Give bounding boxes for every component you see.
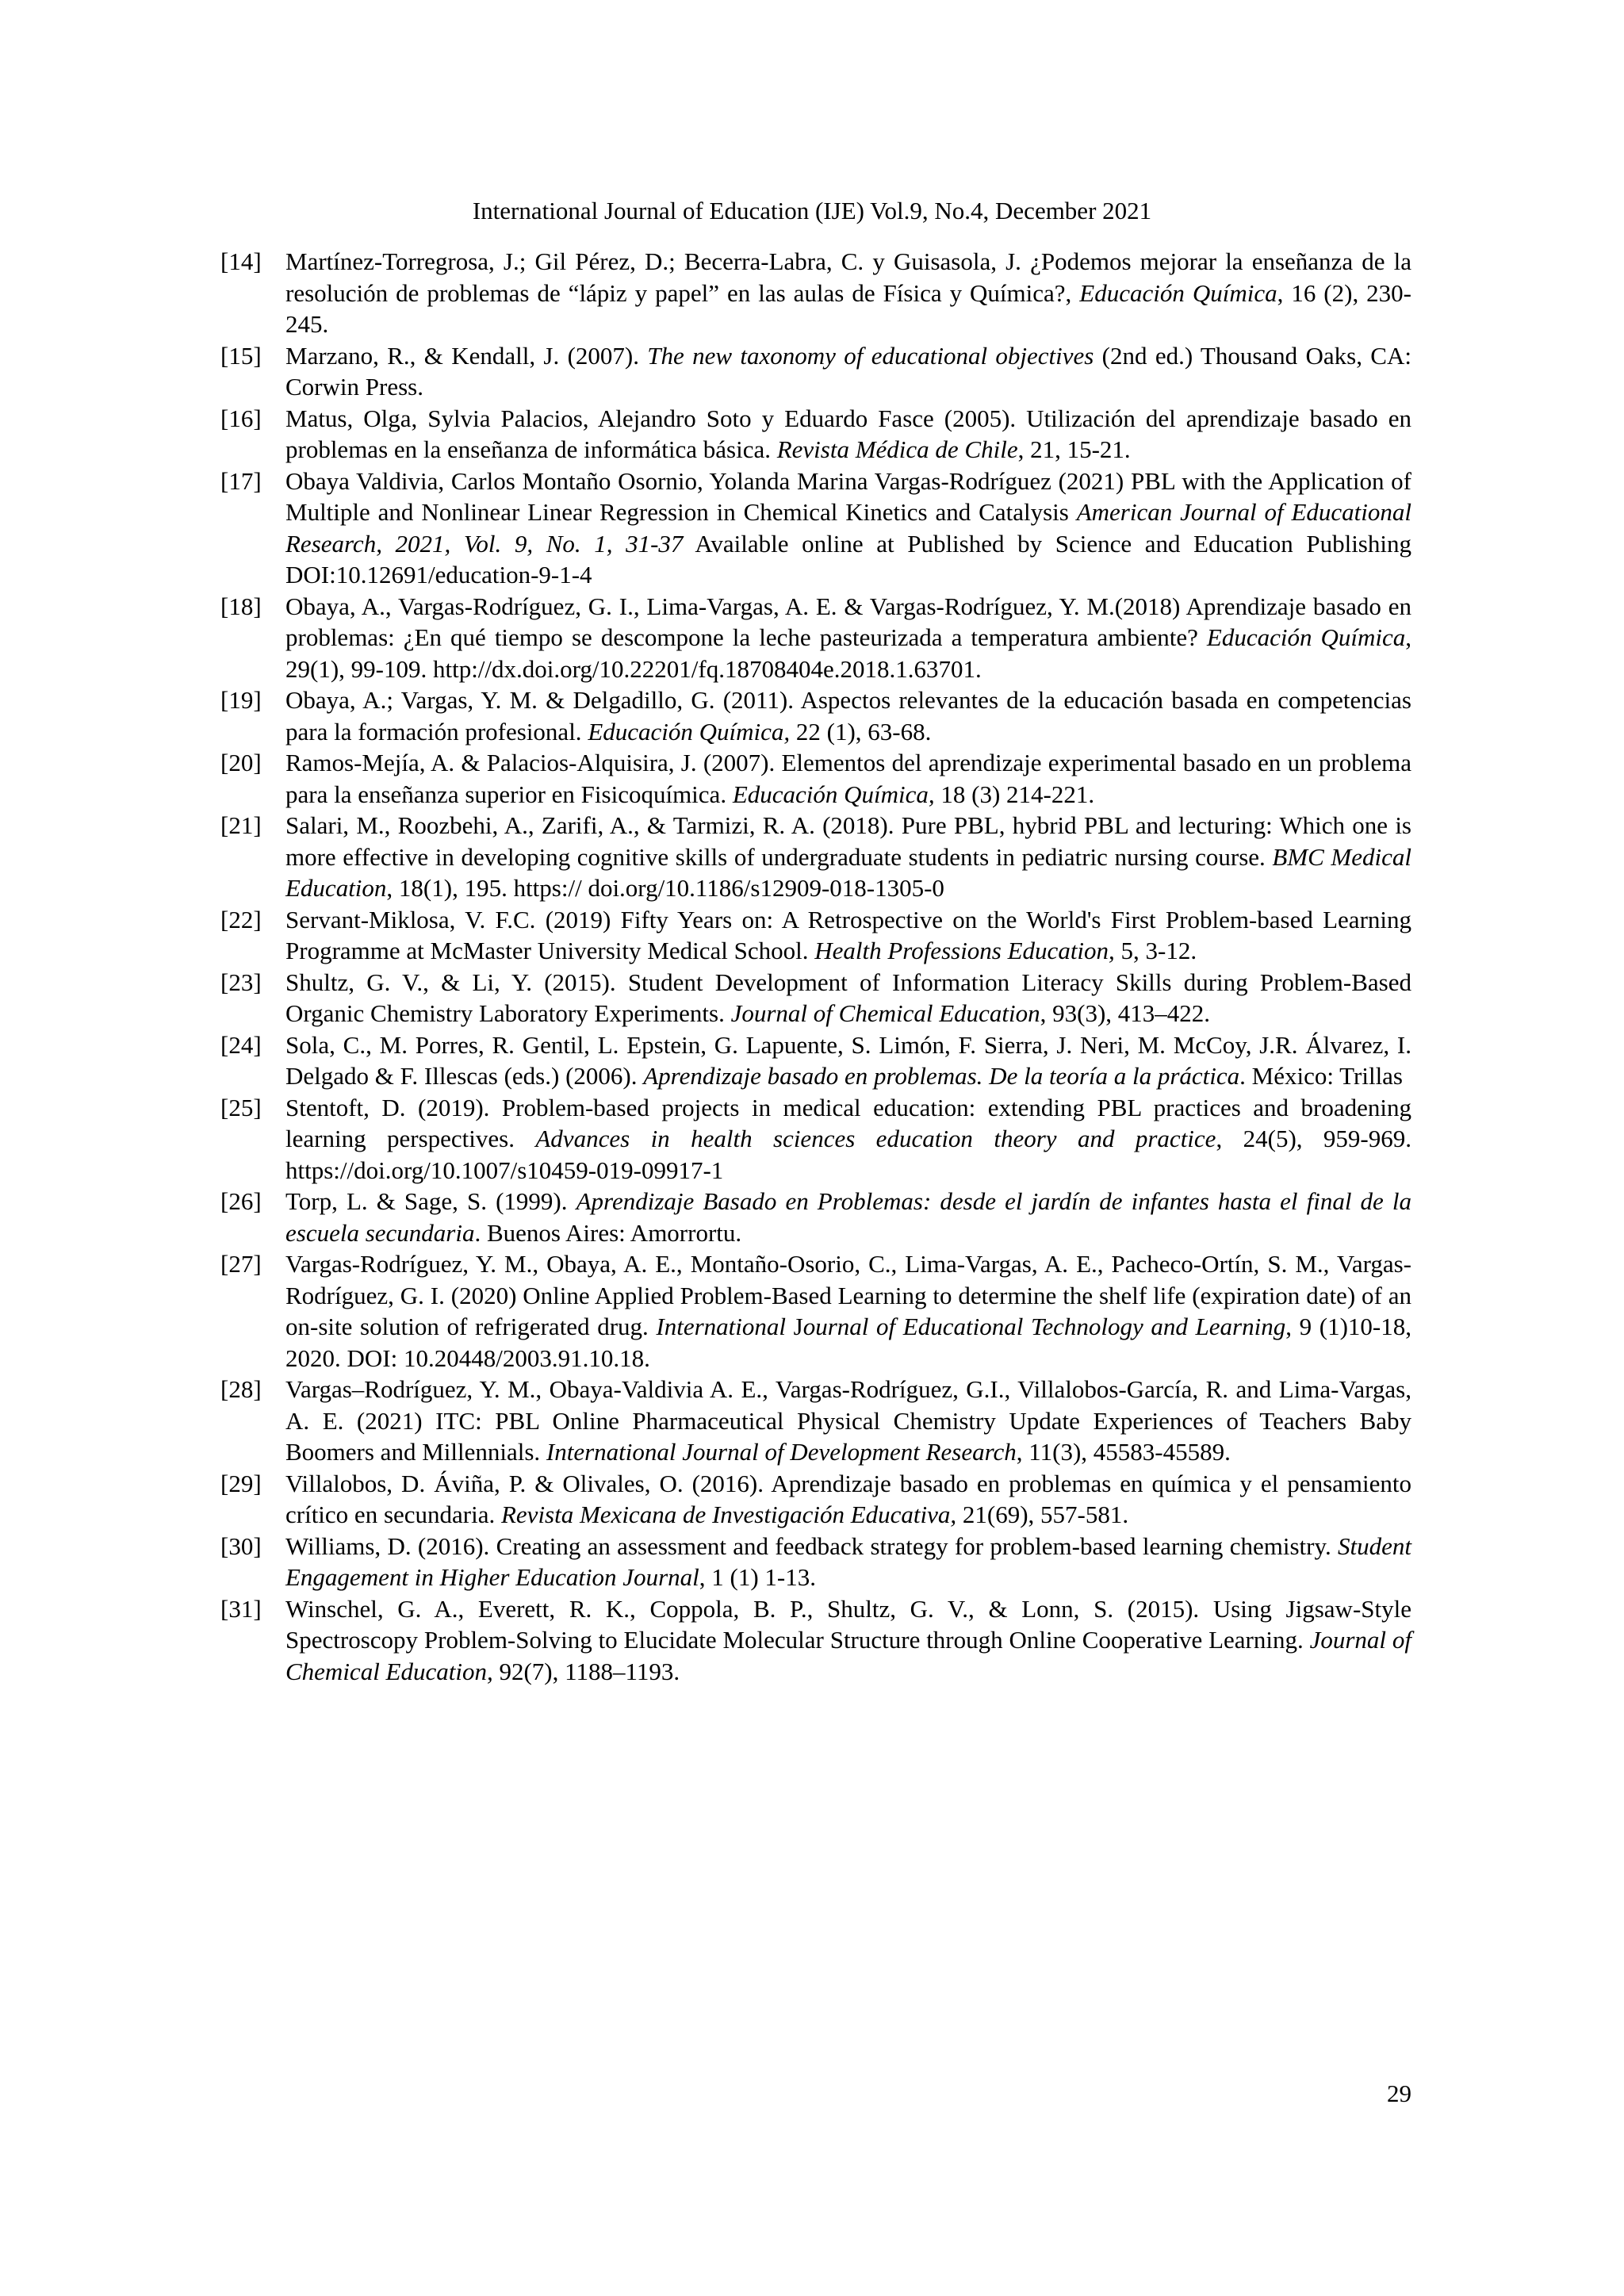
reference-italic-segment: ournal of Educational Technology and Learning — [802, 1313, 1286, 1340]
reference-italic-segment: Revista Mexicana de Investigación Educativa, — [500, 1501, 957, 1528]
reference-text — [285, 1186, 1411, 1248]
reference-number: [20] — [220, 749, 262, 776]
reference-italic-segment: Health Professions Education, — [814, 937, 1115, 964]
reference-segment: , 18(1), 195. https:// doi.org/10.1186/s12909-018-1305-0 — [386, 874, 944, 902]
reference-item — [220, 1531, 1411, 1593]
reference-item — [220, 1092, 1411, 1186]
reference-segment: , 9 (1)10-18, 2020. DOI: 10.20448/2003.91.10.18. — [285, 1313, 1411, 1372]
reference-segment: Marzano, R., & Kendall, J. (2007). — [285, 341, 648, 370]
reference-text — [285, 340, 1411, 403]
reference-segment: Salari, M., Roozbehi, A., Zarifi, A., & Tarmizi, R. A. (2018). Pure PBL, hybrid PBL and lecturing: Which one is more effective in developing cognitive skills of undergraduate students in pediatric nursing course. — [285, 811, 1411, 871]
reference-number: [29] — [220, 1469, 262, 1497]
reference-italic-segment: Student Engagement in Higher Education Journal — [285, 1531, 1411, 1591]
reference-item — [220, 1029, 1411, 1092]
reference-segment: (2nd ed.) Thousand Oaks, CA: Corwin Press. — [285, 341, 1411, 401]
page-number: 29 — [1387, 2079, 1411, 2107]
reference-segment: , 16 (2), 230-245. — [285, 278, 1411, 338]
reference-text — [285, 1531, 1411, 1593]
reference-segment: , 24(5), 959-969. https://doi.org/10.1007/s10459-019-09917-1 — [285, 1125, 1412, 1184]
reference-italic-segment: Advances in health sciences education theory and practice — [535, 1125, 1216, 1152]
reference-segment: Winschel, G. A., Everett, R. K., Coppola, B. P., Shultz, G. V., & Lonn, S. (2015). Using Jigsaw-Style Spectroscopy Problem-Solving to Elucidate Molecular Structure through Online Cooperative Learning. — [285, 1594, 1411, 1654]
reference-text — [285, 810, 1411, 904]
reference-number: [24] — [220, 1030, 262, 1059]
reference-segment: , 93(3), 413–422. — [1040, 999, 1211, 1027]
reference-number: [23] — [220, 968, 262, 996]
reference-item — [220, 747, 1411, 810]
reference-text — [285, 403, 1411, 466]
reference-segment: Obaya, A.; Vargas, Y. M. & Delgadillo, G. (2011). Aspectos relevantes de la educación basada en competencias para la formación profesional. — [285, 686, 1411, 746]
reference-italic-segment: International Journal of Development Research — [546, 1438, 1017, 1466]
reference-italic-segment: Aprendizaje Basado en Problemas: desde el jardín de infantes hasta el final de la escuela secundaria — [285, 1187, 1412, 1247]
reference-segment: Vargas-Rodríguez, Y. M., Obaya, A. E., Montaño-Osorio, C., Lima-Vargas, A. E., Pacheco-Ortín, S. M., Vargas-Rodríguez, G. I. (2020) Online Applied Problem-Based Learning to determine the shelf life (expiration date) of an on-site solution of refrigerated drug. — [285, 1250, 1411, 1340]
reference-number: [17] — [220, 466, 262, 495]
reference-italic-segment: BMC Medical Education — [285, 842, 1411, 902]
reference-item — [220, 967, 1411, 1029]
reference-segment: Shultz, G. V., & Li, Y. (2015). Student Development of Information Literacy Skills during Problem-Based Organic Chemistry Laboratory Experiments. — [285, 968, 1411, 1027]
reference-segment: , 29(1), 99-109. http://dx.doi.org/10.22201/fq.18708404e.2018.1.63701. — [285, 623, 1412, 683]
reference-text — [285, 1029, 1411, 1092]
reference-number: [18] — [220, 592, 262, 620]
reference-number: [16] — [220, 404, 262, 432]
reference-segment: 22 (1), 63-68. — [790, 717, 932, 746]
reference-segment: , 11(3), 45583-45589. — [1016, 1438, 1231, 1466]
reference-number: [26] — [220, 1187, 262, 1215]
reference-number: [27] — [220, 1250, 262, 1278]
reference-segment: Torp, L. & Sage, S. (1999). — [285, 1187, 576, 1215]
reference-number: [19] — [220, 686, 262, 714]
reference-italic-segment: Aprendizaje basado en problemas. De la teoría a la práctica — [643, 1062, 1240, 1090]
reference-segment: . México: Trillas — [1239, 1062, 1404, 1090]
reference-text — [285, 1248, 1411, 1374]
reference-segment: Obaya, A., Vargas-Rodríguez, G. I., Lima-Vargas, A. E. & Vargas-Rodríguez, Y. M.(2018) Aprendizaje basado en problemas: ¿En qué tiempo se descompone la leche pasteurizada a temperatura ambiente? — [285, 592, 1411, 651]
running-header: International Journal of Education (IJE) Vol.9, No.4, December 2021 — [472, 197, 1152, 224]
reference-number: [21] — [220, 811, 262, 839]
reference-item — [220, 1593, 1411, 1688]
reference-italic-segment: Educación Química, — [732, 780, 935, 808]
reference-italic-segment: International — [656, 1313, 787, 1340]
reference-item — [220, 904, 1411, 967]
reference-item — [220, 1186, 1411, 1248]
reference-segment: Vargas–Rodríguez, Y. M., Obaya-Valdivia A. E., Vargas-Rodríguez, G.I., Villalobos-García, R. and Lima-Vargas, A. E. (2021) ITC: PBL Online Pharmaceutical Physical Chemistry Update Experiences of Teachers Baby Boomers and Millennials. — [285, 1375, 1411, 1466]
reference-item — [220, 466, 1411, 591]
reference-segment: 92(7), 1188–1193. — [492, 1657, 680, 1685]
reference-segment: Obaya Valdivia, Carlos Montaño Osornio, Yolanda Marina Vargas-Rodríguez (2021) PBL with the Application of Multiple and Nonlinear Linear Regression in Chemical Kinetics and Catalysis — [285, 466, 1411, 526]
reference-text — [285, 1468, 1411, 1531]
reference-item — [220, 591, 1411, 685]
reference-segment: 21(69), 557-581. — [956, 1501, 1129, 1528]
reference-item — [220, 684, 1411, 747]
reference-item — [220, 810, 1411, 904]
reference-text — [285, 904, 1411, 967]
reference-italic-segment: American Journal of Educational Research, 2021, Vol. 9, No. 1, 31-37 — [285, 498, 1411, 558]
reference-item — [220, 246, 1411, 340]
reference-italic-segment: Journal of Chemical Education — [730, 999, 1040, 1027]
reference-segment: Ramos-Mejía, A. & Palacios-Alquisira, J. (2007). Elementos del aprendizaje experimental basado en un problema para la enseñanza superior en Fisicoquímica. — [285, 749, 1411, 808]
reference-italic-segment: The new taxonomy of educational objectives — [647, 341, 1094, 370]
reference-item — [220, 1248, 1411, 1374]
reference-segment: 5, 3-12. — [1114, 937, 1197, 964]
reference-segment: 18 (3) 214-221. — [934, 780, 1095, 808]
reference-segment: Matus, Olga, Sylvia Palacios, Alejandro Soto y Eduardo Fasce (2005). Utilización del aprendizaje basado en problemas en la enseñanza de informática básica. — [285, 404, 1411, 463]
reference-segment: . Buenos Aires: Amorrortu. — [474, 1218, 742, 1247]
reference-number: [30] — [220, 1531, 262, 1560]
reference-text — [285, 1374, 1411, 1468]
reference-number: [22] — [220, 905, 262, 933]
reference-segment: Sola, C., M. Porres, R. Gentil, L. Epstein, G. Lapuente, S. Limón, F. Sierra, J. Neri, M. McCoy, J.R. Álvarez, I. Delgado & F. Illescas (eds.) (2006). — [285, 1030, 1411, 1090]
reference-segment: Williams, D. (2016). Creating an assessment and feedback strategy for problem-based learning chemistry. — [285, 1531, 1338, 1560]
reference-italic-segment: Educación Química — [1206, 623, 1406, 651]
reference-italic-segment: Educación Química, — [588, 717, 791, 746]
reference-text — [285, 967, 1411, 1029]
reference-number: [15] — [220, 341, 262, 370]
reference-segment: J — [786, 1313, 803, 1340]
reference-italic-segment: Educación Química — [1079, 278, 1277, 307]
reference-segment: Available online at Published by Science and Education Publishing DOI:10.12691/education-9-1-4 — [285, 529, 1411, 588]
reference-text — [285, 466, 1411, 591]
reference-item — [220, 1468, 1411, 1531]
reference-number: [31] — [220, 1594, 262, 1623]
reference-segment: Martínez-Torregrosa, J.; Gil Pérez, D.; Becerra-Labra, C. y Guisasola, J. ¿Podemos mejorar la enseñanza de la resolución de problemas de “lápiz y papel” en las aulas de Física y Química?, — [285, 247, 1411, 307]
reference-text — [285, 591, 1411, 685]
reference-segment: , 21, 15-21. — [1017, 435, 1131, 463]
reference-segment: Servant-Miklosa, V. F.C. (2019) Fifty Years on: A Retrospective on the World's First Problem-based Learning Programme at McMaster University Medical School. — [285, 905, 1411, 964]
reference-item — [220, 403, 1411, 466]
reference-italic-segment: Revista Médica de Chile — [776, 435, 1018, 463]
reference-text — [285, 1092, 1411, 1186]
reference-italic-segment: Journal of Chemical Education, — [285, 1626, 1411, 1685]
reference-number: [14] — [220, 247, 262, 275]
reference-text — [285, 747, 1411, 810]
reference-item — [220, 340, 1411, 403]
reference-list — [220, 246, 1411, 1687]
reference-number: [28] — [220, 1375, 262, 1403]
reference-text — [285, 1593, 1411, 1688]
reference-number: [25] — [220, 1093, 262, 1121]
reference-text — [285, 684, 1411, 747]
reference-item — [220, 1374, 1411, 1468]
reference-segment: , 1 (1) 1-13. — [699, 1563, 816, 1591]
reference-segment: Villalobos, D. Áviña, P. & Olivales, O. (2016). Aprendizaje basado en problemas en química y el pensamiento crítico en secundaria. — [285, 1469, 1411, 1528]
reference-text — [285, 246, 1411, 340]
reference-segment: Stentoft, D. (2019). Problem-based projects in medical education: extending PBL practices and broadening learning perspectives. — [285, 1093, 1411, 1152]
